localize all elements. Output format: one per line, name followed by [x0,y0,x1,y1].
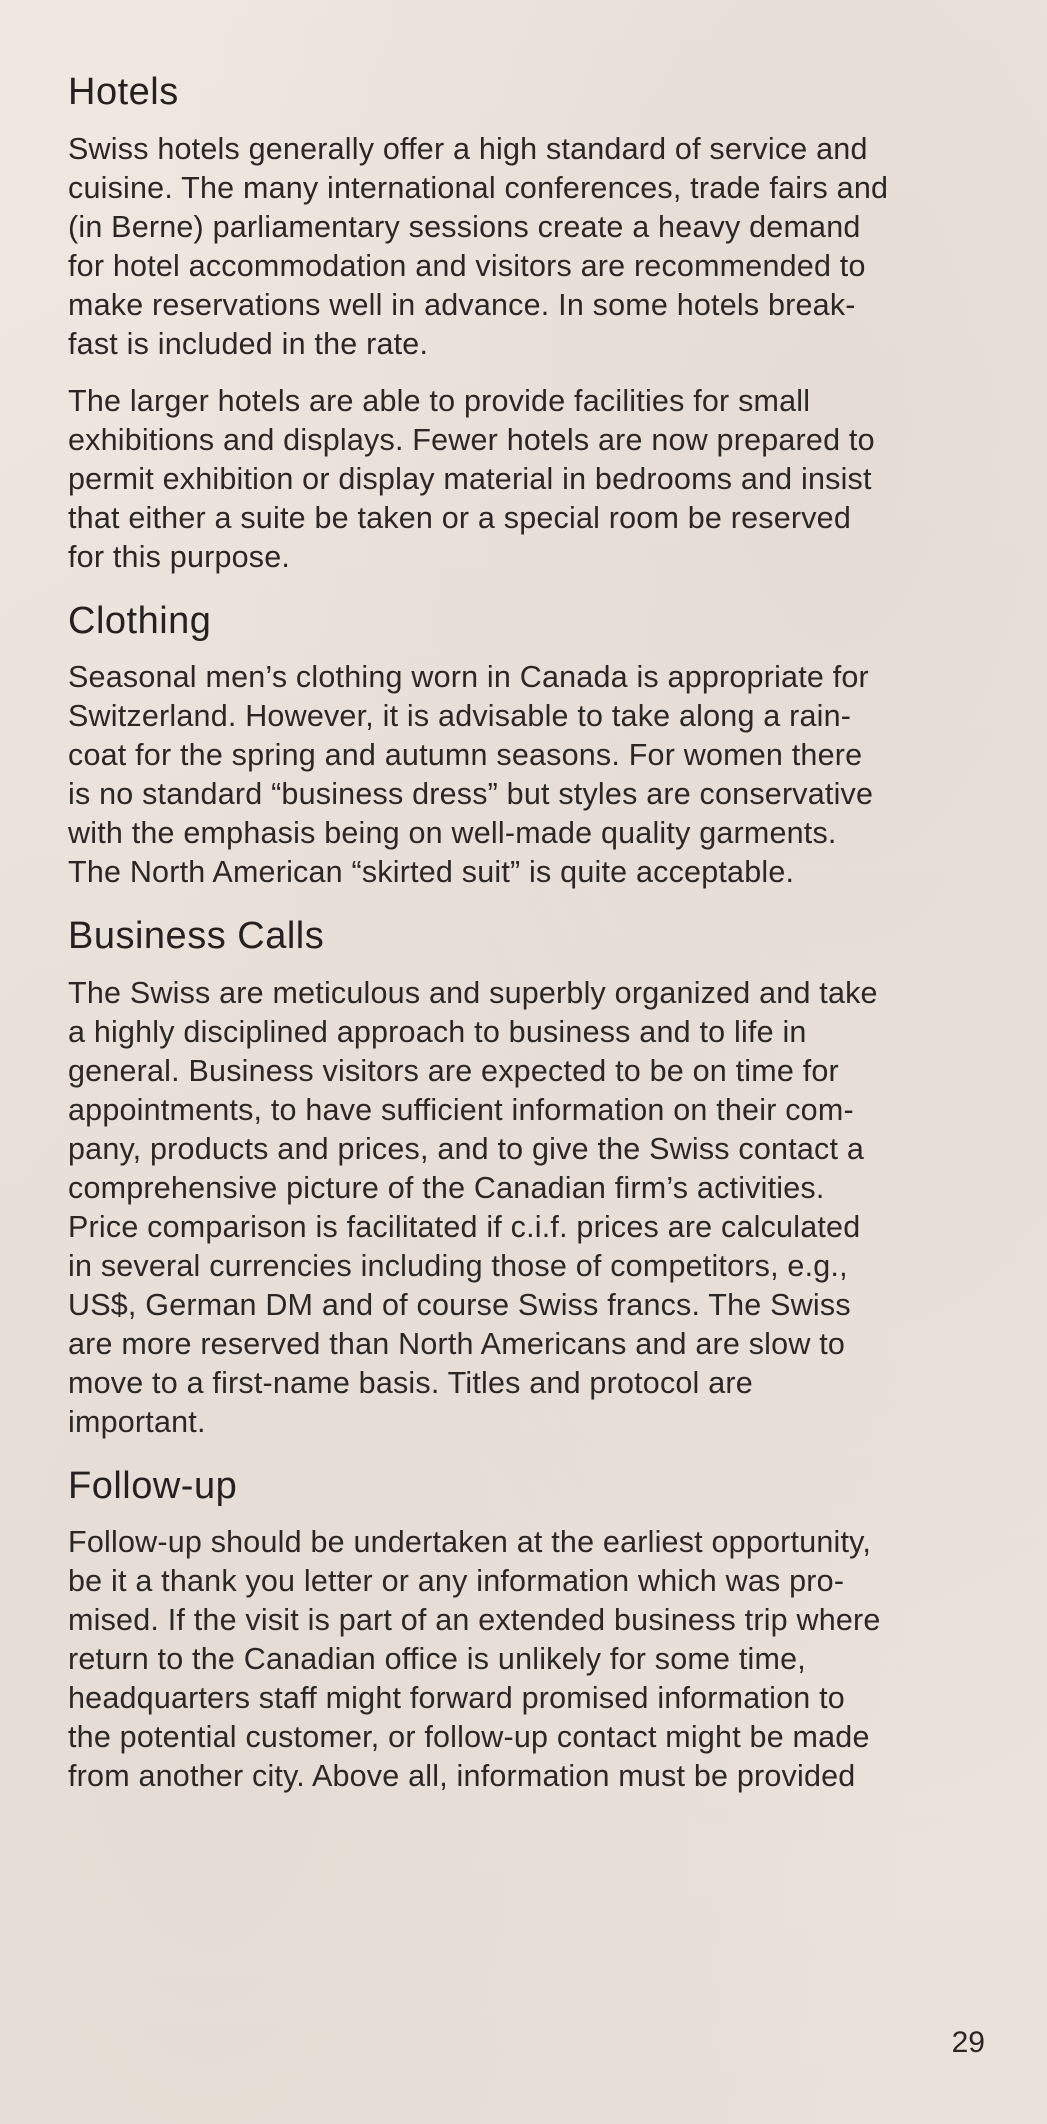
text-line: be it a thank you letter or any information which was pro- [68,1564,845,1599]
text-line: comprehensive picture of the Canadian firm’s activities. [68,1170,825,1205]
text-line: important. [68,1404,206,1439]
text-line: Swiss hotels generally offer a high standard of service and [68,131,868,166]
text-line: cuisine. The many international conferences, trade fairs and [68,170,889,205]
text-line: fast is included in the rate. [68,326,429,361]
text-line: are more reserved than North Americans and are slow to [68,1326,846,1361]
text-line: Follow-up should be undertaken at the earliest opportunity, [68,1525,872,1560]
text-line: coat for the spring and autumn seasons. For women there [68,738,863,773]
text-line: from another city. Above all, information must be provided [68,1759,856,1794]
paragraph [68,130,1018,364]
text-line: permit exhibition or display material in bedrooms and insist [68,461,872,496]
text-line: is no standard “business dress” but styles are conservative [68,777,874,812]
text-line: Switzerland. However, it is advisable to take along a rain- [68,699,852,734]
text-line: return to the Canadian office is unlikely for some time, [68,1642,806,1677]
paragraph [68,974,1018,1442]
page-content [68,70,1018,1818]
text-line: appointments, to have sufficient information on their com- [68,1092,854,1127]
section-business-calls [68,914,1018,1442]
text-line: mised. If the visit is part of an extended business trip where [68,1603,881,1638]
section-heading: Follow-up [68,1464,238,1507]
page-number: 29 [951,2026,985,2059]
section-hotels [68,70,1018,577]
section-heading: Business Calls [68,915,325,958]
text-line: The Swiss are meticulous and superbly organized and take [68,975,878,1010]
section-clothing [68,599,1018,893]
text-line: for hotel accommodation and visitors are recommended to [68,248,866,283]
text-line: move to a first-name basis. Titles and protocol are [68,1365,753,1400]
text-line: (in Berne) parliamentary sessions create a heavy demand [68,209,861,244]
text-line: The North American “skirted suit” is quite acceptable. [68,855,795,890]
text-line: Seasonal men’s clothing worn in Canada is appropriate for [68,660,869,695]
section-follow-up [68,1464,1018,1797]
paragraph [68,382,1018,577]
text-line: the potential customer, or follow-up contact might be made [68,1720,870,1755]
text-line: for this purpose. [68,539,291,574]
section-heading: Clothing [68,599,212,642]
text-line: headquarters staff might forward promised information to [68,1681,845,1716]
paragraph [68,1523,1018,1796]
text-line: pany, products and prices, and to give the Swiss contact a [68,1131,865,1166]
paragraph [68,658,1018,892]
text-line: US$, German DM and of course Swiss francs. The Swiss [68,1287,851,1322]
section-heading: Hotels [68,71,179,113]
text-line: a highly disciplined approach to business and to life in [68,1014,807,1049]
text-line: with the emphasis being on well-made quality garments. [68,816,837,851]
text-line: The larger hotels are able to provide facilities for small [68,383,811,418]
text-line: general. Business visitors are expected to be on time for [68,1053,839,1088]
text-line: Price comparison is facilitated if c.i.f. prices are calculated [68,1209,861,1244]
text-line: exhibitions and displays. Fewer hotels are now prepared to [68,422,875,457]
text-line: in several currencies including those of competitors, e.g., [68,1248,848,1283]
text-line: make reservations well in advance. In some hotels break- [68,287,856,322]
text-line: that either a suite be taken or a special room be reserved [68,500,852,535]
